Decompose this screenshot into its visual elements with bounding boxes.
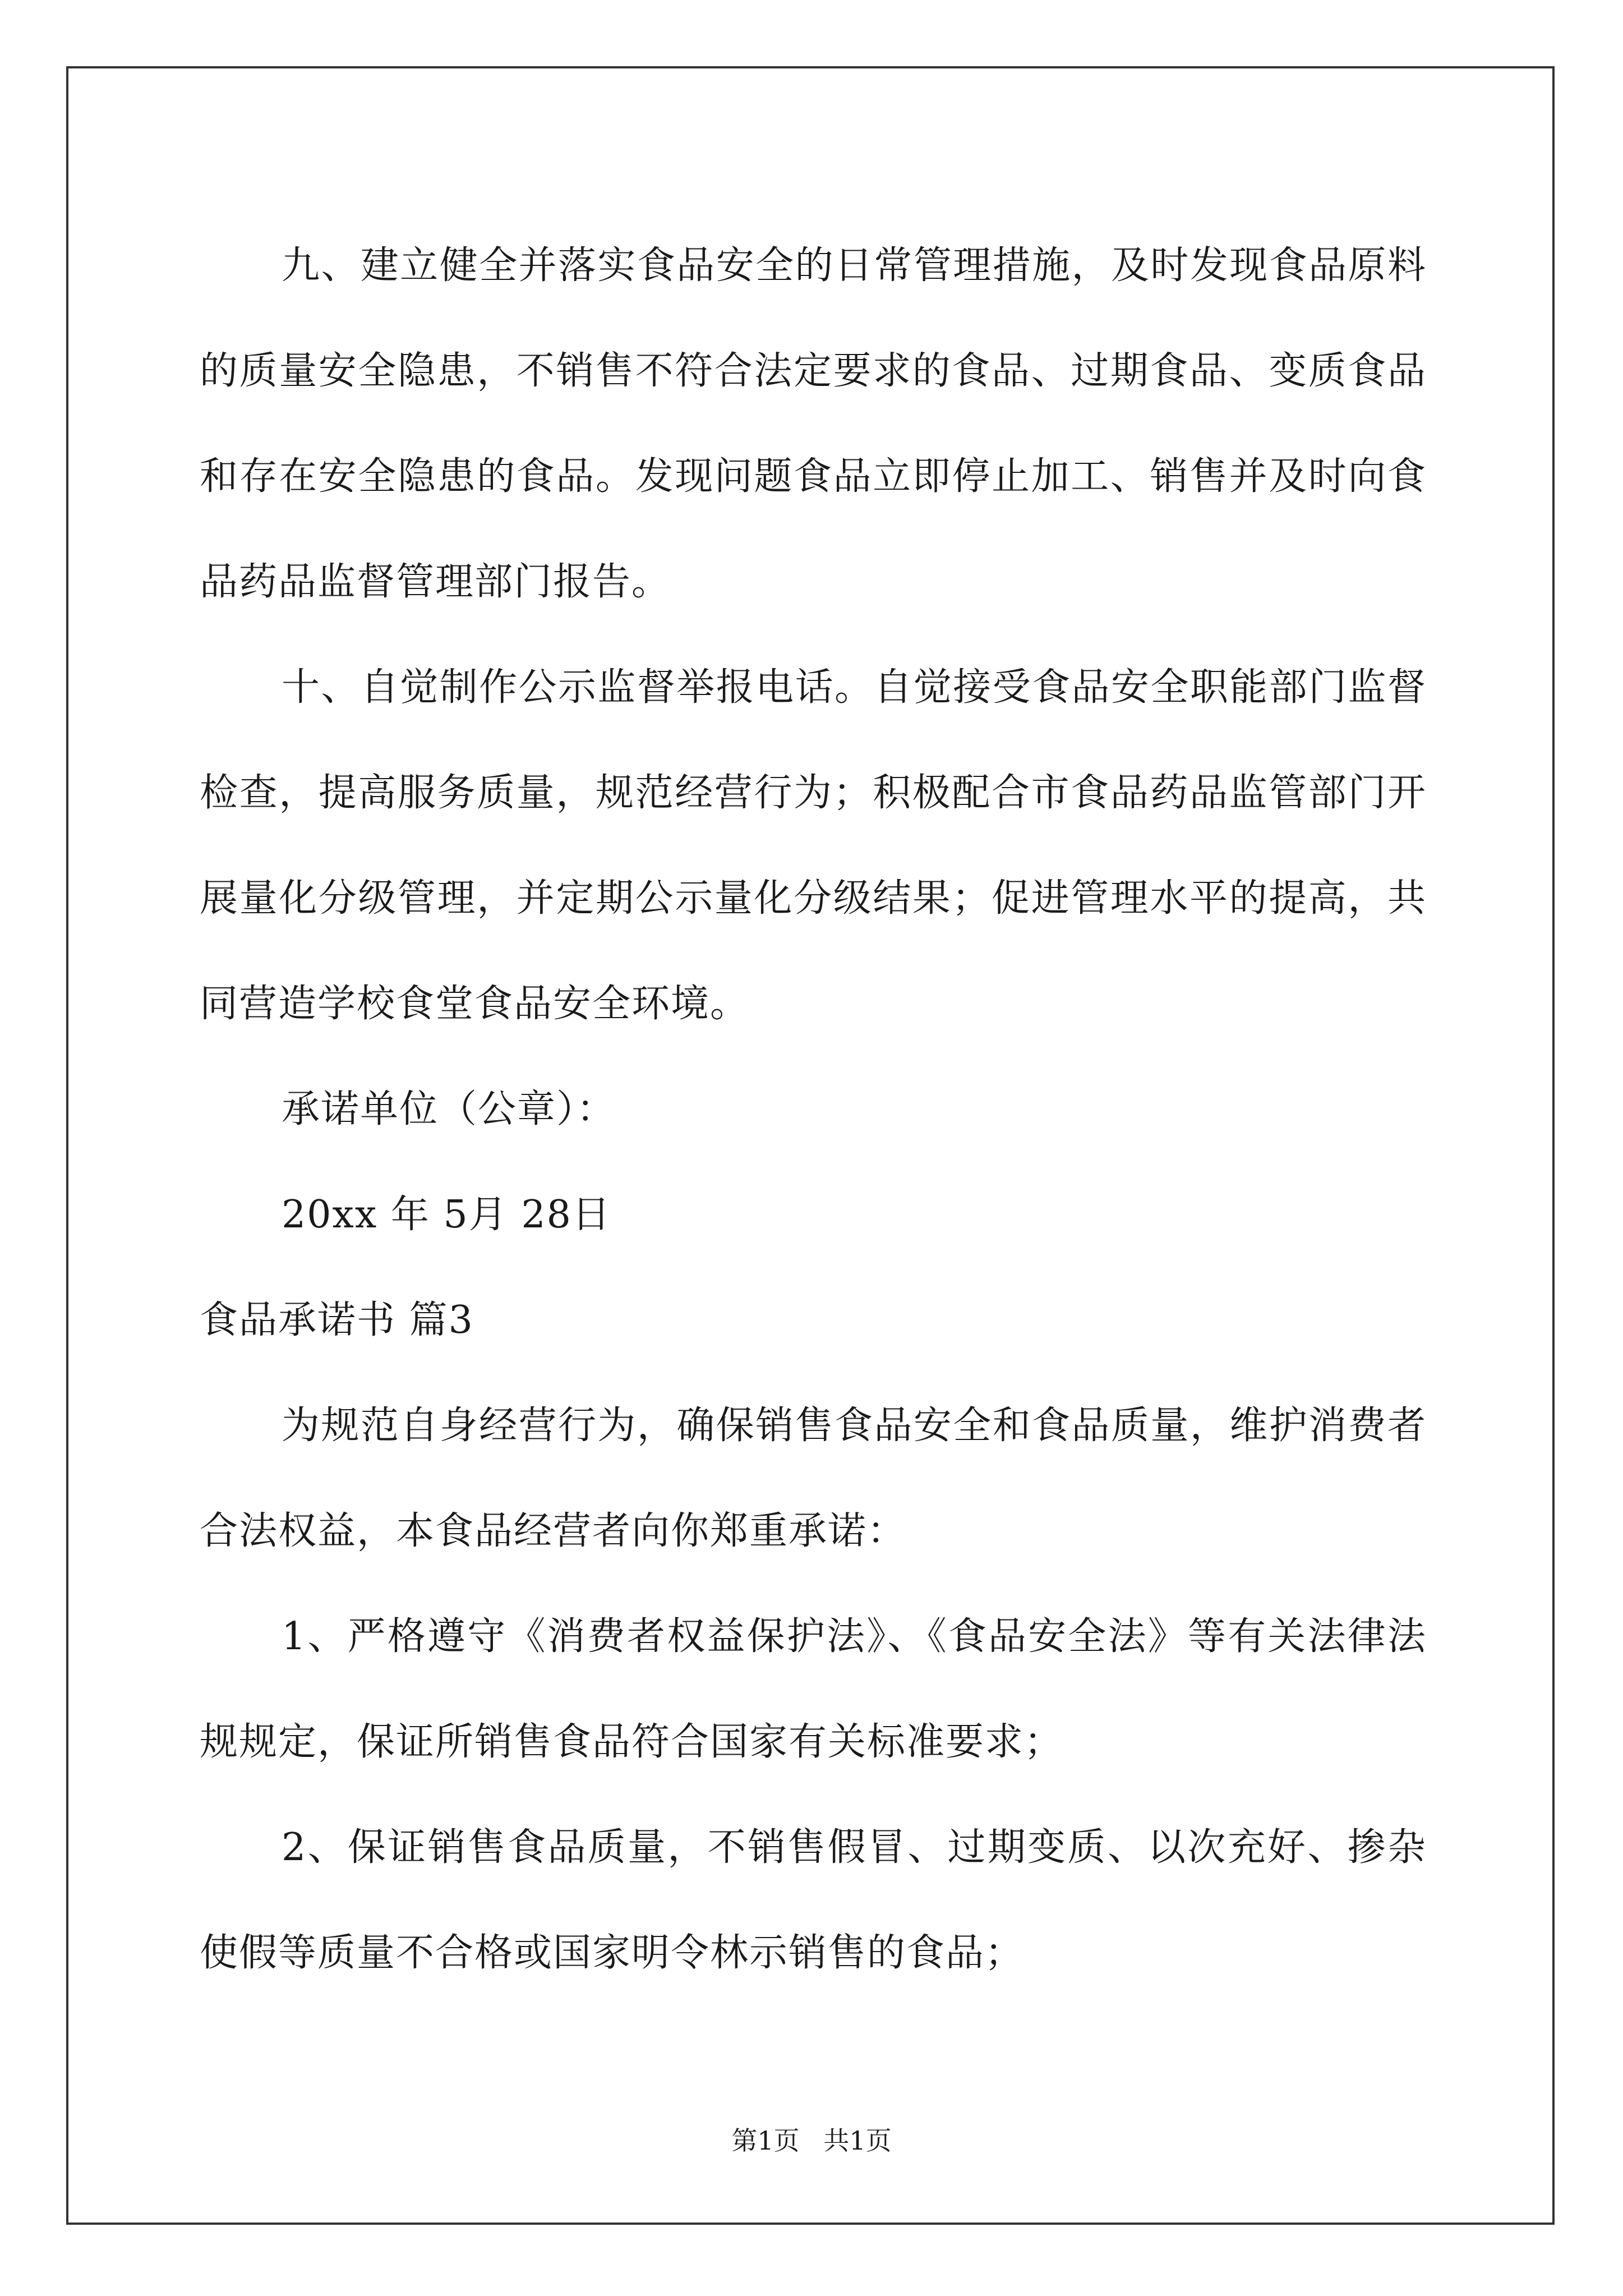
page-number-current: 第1页	[731, 2125, 800, 2156]
paragraph-item-one: 1、严格遵守《消费者权益保护法》、《食品安全法》等有关法律法规规定，保证所销售食品符合国家有关标准要求；	[200, 1614, 1427, 1764]
paragraph-item-two: 2、保证销售食品质量，不销售假冒、过期变质、以次充好、掺杂使假等质量不合格或国家明令林示销售的食品；	[200, 1825, 1427, 1975]
section-heading: 食品承诺书 篇3	[200, 1298, 474, 1342]
page-footer	[0, 2120, 1623, 2157]
document-body	[200, 213, 1427, 2006]
paragraph-item-nine: 九、建立健全并落实食品安全的日常管理措施，及时发现食品原料的质量安全隐患，不销售不符合法定要求的食品、过期食品、变质食品和存在安全隐患的食品。发现问题食品立即停止加工、销售并及时向食品药品监督管理部门报告。	[200, 243, 1427, 604]
signature-unit: 承诺单位（公章）：	[282, 1087, 616, 1131]
paragraph-intro: 为规范自身经营行为，确保销售食品安全和食品质量，维护消费者合法权益，本食品经营者向你郑重承诺：	[200, 1404, 1427, 1553]
paragraph-item-ten: 十、自觉制作公示监督举报电话。自觉接受食品安全职能部门监督检查，提高服务质量，规范经营行为；积极配合市食品药品监管部门开展量化分级管理，并定期公示量化分级结果；促进管理水平的提高，共同营造学校食堂食品安全环境。	[200, 665, 1427, 1026]
page-number-total: 共1页	[823, 2125, 892, 2156]
signature-date: 20xx 年 5月 28日	[282, 1193, 611, 1237]
